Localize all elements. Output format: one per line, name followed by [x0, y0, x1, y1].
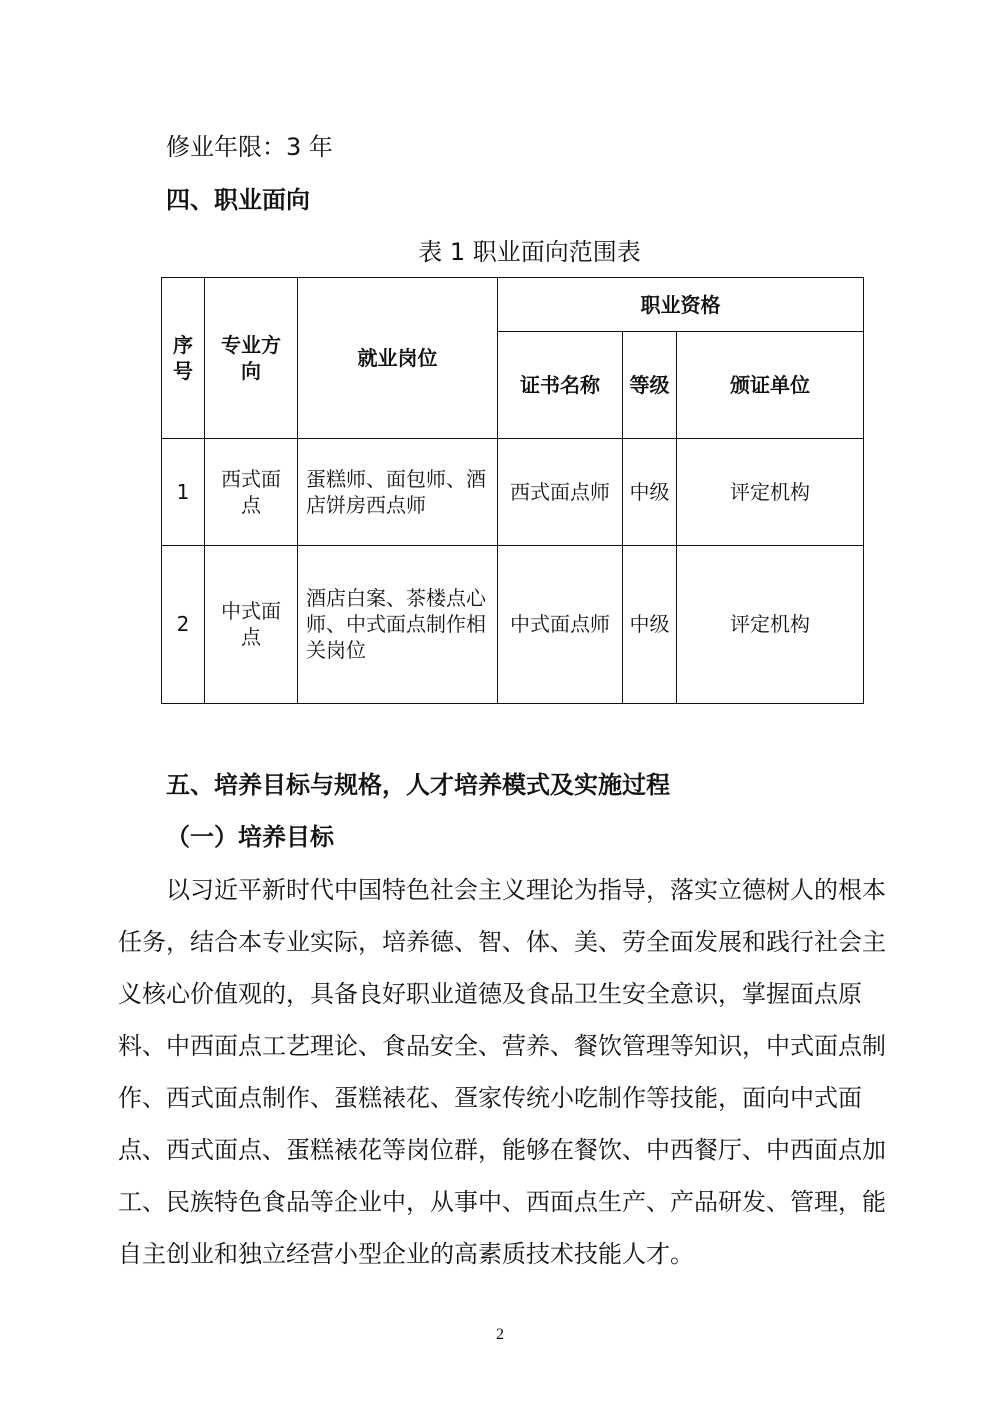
header-level: 等级 [623, 332, 677, 439]
cell-index: 2 [162, 545, 205, 703]
header-cert-name: 证书名称 [498, 332, 623, 439]
header-issuer: 颁证单位 [677, 332, 864, 439]
study-years: 修业年限：3 年 [166, 133, 333, 161]
cell-index: 1 [162, 439, 205, 545]
cell-level: 中级 [623, 545, 677, 703]
cell-specialty: 中式面点 [205, 545, 298, 703]
cell-issuer: 评定机构 [677, 439, 864, 545]
cell-cert-name: 西式面点师 [498, 439, 623, 545]
section-heading-career: 四、职业面向 [166, 186, 310, 214]
cell-jobs: 蛋糕师、面包师、酒店饼房西点师 [298, 439, 498, 545]
table-row [162, 545, 864, 703]
table-row [162, 439, 864, 545]
header-index: 序号 [162, 278, 205, 439]
cell-level: 中级 [623, 439, 677, 545]
objective-paragraph [118, 864, 902, 1280]
cell-issuer: 评定机构 [677, 545, 864, 703]
objective-text: 以习近平新时代中国特色社会主义理论为指导，落实立德树人的根本任务，结合本专业实际，培养德、智、体、美、劳全面发展和践行社会主义核心价值观的，具备良好职业道德及食品卫生安全意识，掌握面点原料、中西面点工艺理论、食品安全、营养、餐饮管理等知识，中式面点制作、西式面点制作、蛋糕裱花、疍家传统小吃制作等技能，面向中式面点、西式面点、蛋糕裱花等岗位群，能够在餐饮、中西餐厅、中西面点加工、民族特色食品等企业中，从事中、西面点生产、产品研发、管理，能自主创业和独立经营小型企业的高素质技术技能人才。 [118, 876, 886, 1268]
table-caption: 表 1 职业面向范围表 [418, 238, 641, 266]
header-jobs: 就业岗位 [298, 278, 498, 439]
career-table [161, 277, 864, 704]
header-specialty: 专业方向 [205, 278, 298, 439]
page-number: 2 [496, 1326, 504, 1343]
cell-jobs: 酒店白案、茶楼点心师、中式面点制作相关岗位 [298, 545, 498, 703]
subsection-heading-goal: （一）培养目标 [166, 823, 334, 851]
header-qualification: 职业资格 [498, 278, 864, 332]
cell-cert-name: 中式面点师 [498, 545, 623, 703]
cell-specialty: 西式面点 [205, 439, 298, 545]
section-heading-objectives: 五、培养目标与规格，人才培养模式及实施过程 [166, 771, 670, 799]
